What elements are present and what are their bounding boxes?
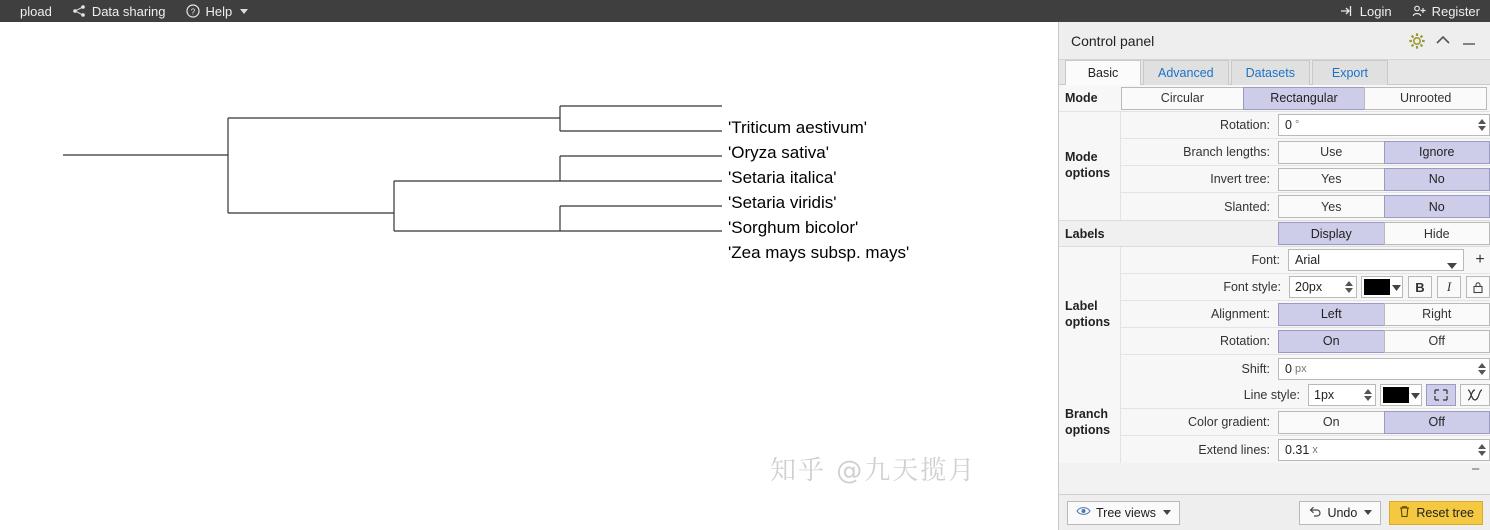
tree-leaf-label: 'Setaria viridis' [728,193,837,212]
tab-datasets[interactable]: Datasets [1231,60,1310,85]
collapse-chevron-icon[interactable] [1430,28,1456,54]
lock-icon[interactable] [1466,276,1490,298]
label-rotation-option-on[interactable]: On [1278,330,1385,353]
invert-tree-option-yes[interactable]: Yes [1278,168,1385,191]
chevron-down-icon [1447,258,1457,272]
color-gradient-label: Color gradient: [1188,415,1270,429]
invert-tree-segmented-control [1278,168,1490,191]
nav-item-login-label: Login [1359,3,1392,19]
stepper-up-icon [1364,389,1372,394]
tab-export[interactable]: Export [1312,60,1388,85]
mode-selector [1121,87,1487,110]
rotation-stepper[interactable] [1478,117,1486,133]
top-navigation-bar [0,0,1490,22]
tree-leaf-label: 'Setaria italica' [728,168,837,187]
line-color-picker[interactable] [1380,384,1422,406]
font-style-row [1121,274,1490,301]
stepper-down-icon [1364,396,1372,401]
branch-lengths-option-use[interactable]: Use [1278,141,1385,164]
font-label: Font: [1251,253,1280,267]
panel-collapse-minus-icon[interactable]: − [1471,461,1480,478]
alignment-option-left[interactable]: Left [1278,303,1385,326]
slanted-label: Slanted: [1224,199,1270,214]
control-panel [1058,22,1490,530]
label-options-group-label [1059,247,1121,382]
font-size-unit: px [1308,280,1323,294]
control-panel-header [1059,22,1490,60]
italic-button[interactable]: I [1437,276,1461,298]
extend-lines-spinbox[interactable] [1278,439,1490,461]
branch-options-label-line1: Branch [1065,406,1109,421]
share-icon [72,4,86,18]
font-color-picker[interactable] [1361,276,1403,298]
chevron-down-icon [1411,388,1420,402]
labels-row [1059,220,1490,247]
branch-options-block [1059,382,1490,463]
bold-button[interactable]: B [1408,276,1432,298]
stepper-down-icon [1345,288,1353,293]
rotation-row [1121,112,1490,139]
slanted-option-no[interactable]: No [1384,195,1490,218]
branch-lengths-label: Branch lengths: [1183,145,1270,159]
branch-lengths-segmented-control [1278,141,1490,164]
line-cap-icon[interactable] [1426,384,1456,406]
rotation-value: 0 [1285,118,1292,132]
mode-option-unrooted[interactable]: Unrooted [1364,87,1487,110]
branch-lengths-option-ignore[interactable]: Ignore [1384,141,1490,164]
stepper-up-icon [1478,363,1486,368]
extend-lines-stepper[interactable] [1478,442,1486,458]
label-rotation-segmented-control [1278,330,1490,353]
color-gradient-row [1121,409,1490,436]
labels-option-display[interactable]: Display [1278,222,1385,245]
invert-tree-label: Invert tree: [1210,172,1270,186]
mode-options-label-line2: options [1065,166,1111,180]
mode-segmented-control [1121,87,1487,110]
minimize-icon[interactable] [1456,28,1482,54]
nav-item-help[interactable] [176,0,259,22]
stepper-up-icon [1478,444,1486,449]
watermark: 知乎 @九天揽月 [770,456,977,486]
rotation-unit: ° [1294,119,1300,131]
line-width-spinbox[interactable] [1308,384,1376,406]
label-options-label-line2: options [1065,314,1111,329]
add-font-button[interactable]: + [1475,251,1485,268]
extend-lines-value: 0.31 [1285,442,1310,457]
tree-graphic [0,22,1058,530]
mode-option-rectangular[interactable]: Rectangular [1243,87,1366,110]
shift-label: Shift: [1241,361,1270,376]
branch-lengths-row [1121,139,1490,166]
color-gradient-option-off[interactable]: Off [1384,411,1490,434]
tree-views-label: Tree views [1096,505,1156,520]
labels-segmented-control [1278,222,1490,245]
invert-tree-row [1121,166,1490,193]
tree-leaf-label: 'Zea mays subsp. mays' [728,243,910,262]
chevron-down-icon [1392,280,1401,294]
slanted-option-yes[interactable]: Yes [1278,195,1385,218]
font-style-label: Font style: [1223,280,1281,294]
tree-leaf-label: 'Oryza sativa' [728,143,829,162]
extend-lines-row [1121,436,1490,463]
alignment-label: Alignment: [1210,307,1270,321]
stepper-down-icon [1478,370,1486,375]
stepper-up-icon [1345,281,1353,286]
panel-tabs [1059,60,1490,85]
slanted-row [1121,193,1490,220]
alignment-segmented-control [1278,303,1490,326]
mode-options-label-line1: Mode [1065,150,1098,165]
label-rotation-row [1121,328,1490,355]
rotation-spinbox[interactable] [1278,114,1490,136]
nav-item-register[interactable] [1402,0,1490,22]
slanted-segmented-control [1278,195,1490,218]
branch-options-label-line2: options [1065,422,1111,437]
color-gradient-option-on[interactable]: On [1278,411,1385,434]
control-panel-footer [1059,494,1490,530]
chevron-down-icon [1364,510,1372,515]
control-panel-title: Control panel [1071,32,1155,49]
font-size-spinbox[interactable] [1289,276,1357,298]
rotation-label: Rotation: [1219,118,1270,132]
shift-stepper[interactable] [1478,361,1486,377]
undo-icon [1308,505,1322,521]
stepper-down-icon [1478,451,1486,456]
shift-unit: px [1294,362,1307,375]
tree-leaf-label: 'Sorghum bicolor' [728,218,859,237]
line-join-icon[interactable] [1460,384,1490,406]
nav-item-upload-label: pload [20,3,52,19]
line-width-value: 1 [1314,388,1321,402]
svg-text:?: ? [190,7,195,17]
trash-icon [1398,505,1411,521]
eye-icon [1076,505,1091,520]
mode-option-circular[interactable]: Circular [1121,87,1244,110]
nav-item-data-sharing[interactable] [62,0,176,22]
chevron-down-icon [1163,510,1171,515]
tree-views-button[interactable] [1067,501,1180,525]
login-icon [1340,4,1354,18]
nav-item-help-label: Help [205,3,233,19]
reset-tree-label: Reset tree [1416,505,1474,520]
mode-options-block [1059,112,1490,220]
nav-item-register-label: Register [1431,3,1480,19]
label-options-label-line1: Label [1065,298,1098,313]
font-size-stepper[interactable] [1345,279,1353,295]
line-color-swatch [1383,387,1409,403]
font-row [1121,247,1490,274]
label-rotation-option-off[interactable]: Off [1384,330,1490,353]
line-style-label: Line style: [1243,388,1300,402]
line-width-unit: px [1320,388,1335,402]
nav-item-login[interactable] [1330,0,1402,22]
label-options-block [1059,247,1490,382]
shift-spinbox[interactable] [1278,358,1490,380]
mode-options-group-label [1059,112,1121,220]
font-select[interactable] [1288,249,1464,271]
register-icon [1412,4,1426,18]
shift-value: 0 [1285,361,1292,376]
font-select-value: Arial [1295,253,1321,267]
labels-section-label: Labels [1065,226,1105,241]
stepper-up-icon [1478,119,1486,124]
mode-section-label: Mode [1065,91,1098,105]
line-style-row [1121,382,1490,409]
invert-tree-option-no[interactable]: No [1384,168,1490,191]
help-icon [186,4,200,18]
nav-item-data-sharing-label: Data sharing [91,3,166,19]
tree-leaf-label: 'Triticum aestivum' [728,118,868,137]
labels-option-hide[interactable]: Hide [1384,222,1490,245]
stepper-down-icon [1478,126,1486,131]
gear-icon[interactable] [1404,28,1430,54]
color-gradient-segmented-control [1278,411,1490,434]
shift-row [1121,355,1490,382]
extend-lines-unit: x [1312,443,1318,456]
label-rotation-label: Rotation: [1219,334,1270,348]
chevron-down-icon [240,9,248,14]
undo-button[interactable] [1299,501,1381,525]
undo-label: Undo [1327,505,1358,520]
reset-tree-button[interactable] [1389,501,1483,525]
mode-row [1059,85,1490,112]
nav-item-upload[interactable] [0,0,62,22]
phylogenetic-tree-canvas[interactable] [0,22,1058,530]
font-color-swatch [1364,279,1390,295]
tab-basic[interactable]: Basic [1065,60,1141,85]
tab-advanced[interactable]: Advanced [1143,60,1229,85]
font-size-value: 20 [1295,280,1309,294]
alignment-option-right[interactable]: Right [1384,303,1490,326]
alignment-row [1121,301,1490,328]
line-width-stepper[interactable] [1364,387,1372,403]
extend-lines-label: Extend lines: [1198,442,1270,457]
upload-icon [0,4,14,18]
branch-options-group-label [1059,382,1121,463]
